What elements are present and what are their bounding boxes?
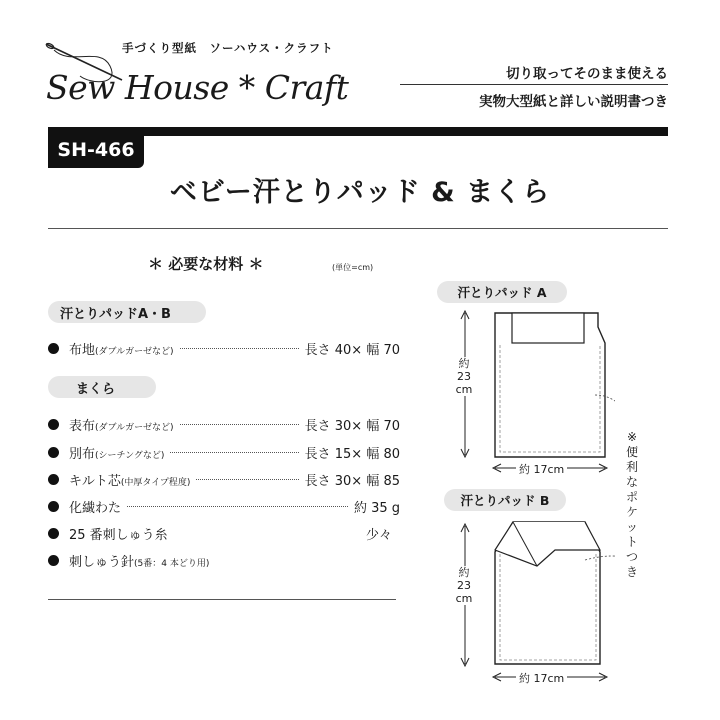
material-note: (シーチングなど) (95, 450, 165, 461)
material-name: 刺しゅう針 (69, 554, 135, 570)
materials-divider (48, 599, 396, 600)
material-name: 別布 (69, 446, 96, 462)
material-row (48, 414, 400, 434)
dot-leader (180, 348, 299, 349)
bullet-icon (48, 501, 59, 512)
pad-b-diagram (455, 512, 615, 690)
material-size: 少々 (365, 527, 392, 543)
material-note: (5番：4 本どり用) (134, 558, 210, 569)
material-row (48, 338, 400, 358)
material-name: 25 番刺しゅう糸 (69, 527, 168, 543)
diagram-label-pad-a: 汗とりパッド A (437, 281, 567, 303)
materials-heading: ＊ 必要な材料 ＊ (148, 255, 264, 273)
dot-leader (180, 424, 299, 425)
material-size: 長さ 30× 幅 70 (304, 418, 400, 434)
diagram-label-pad-b: 汗とりパッド B (444, 489, 566, 511)
material-name: 化繊わた (69, 500, 122, 516)
bullet-icon (48, 419, 59, 430)
material-row (48, 442, 400, 462)
pad-b-height-label: 約 23 cm (452, 566, 476, 605)
category-pillow: まくら (48, 376, 156, 398)
pocket-note: ※便利なポケットつき (625, 430, 638, 579)
unit-note: (単位=cm) (332, 263, 374, 272)
pad-a-height-label: 約 23 cm (452, 357, 476, 396)
dot-leader (196, 479, 298, 480)
product-code: SH-466 (48, 132, 144, 168)
bullet-icon (48, 447, 59, 458)
material-row (48, 523, 400, 543)
bullet-icon (48, 343, 59, 354)
bullet-icon (48, 474, 59, 485)
material-size: 長さ 30× 幅 85 (304, 473, 400, 489)
bullet-icon (48, 528, 59, 539)
pad-b-width-label: 約 17cm (516, 670, 567, 686)
bullet-icon (48, 555, 59, 566)
material-row (48, 469, 400, 489)
brand-logo-text: Sew House * Craft (46, 68, 349, 107)
material-size: 約 35 g (353, 500, 400, 516)
material-row (48, 496, 400, 516)
material-name: キルト芯 (69, 473, 121, 489)
material-note: (ダブルガーゼなど) (95, 422, 174, 433)
title-divider (48, 228, 668, 229)
material-row (48, 550, 400, 570)
material-note: (中厚タイプ程度) (120, 477, 191, 488)
material-name: 布地 (69, 342, 96, 358)
pad-a-width-label: 約 17cm (516, 461, 567, 477)
tagline-divider (400, 84, 668, 85)
tagline-pattern-instructions: 実物大型紙と詳しい説明書つき (479, 94, 668, 110)
product-title: ベビー汗とりパッド & まくら (169, 177, 551, 208)
dot-leader (170, 452, 298, 453)
tagline-cut-ready: 切り取ってそのまま使える (506, 66, 668, 82)
material-note: (ダブルガーゼなど) (95, 346, 174, 357)
material-name: 表布 (69, 418, 96, 434)
brand-japanese: 手づくり型紙 ソーハウス・クラフト (122, 41, 334, 55)
material-size: 長さ 15× 幅 80 (304, 446, 400, 462)
dot-leader (127, 506, 348, 507)
pad-a-diagram (455, 305, 615, 480)
material-size: 長さ 40× 幅 70 (304, 342, 400, 358)
category-pad-ab: 汗とりパッドA・B (48, 301, 206, 323)
